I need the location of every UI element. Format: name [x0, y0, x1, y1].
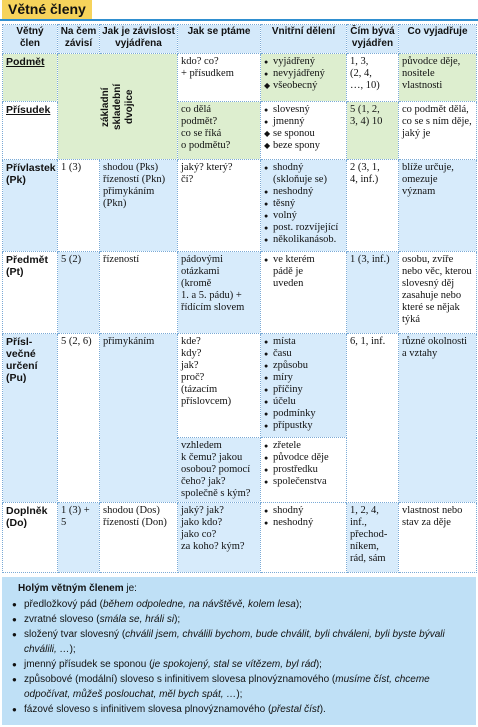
list-item: ● místa: [264, 336, 343, 348]
table-row: [3, 503, 477, 573]
sentence-members-table: [2, 24, 477, 573]
list-item: ● zřetele: [264, 440, 343, 452]
division-cell: [261, 102, 347, 160]
list-item: ● podmínky: [264, 408, 343, 420]
vertical-label: základní skladební dvojice: [99, 83, 135, 130]
expressed-cell: 2 (3, 1, 4, inf.): [347, 160, 399, 252]
list-item: ● způsobové (modální) sloveso s infinitivem slovesa plnovýznamového (musíme číst, chceme odpočívat, můžeš poslouchat, měl bych spát, …);: [12, 672, 472, 702]
list-item: ◆ beze spony: [264, 140, 343, 152]
list-item: ● příčiny: [264, 384, 343, 396]
note-box: [2, 577, 476, 725]
how-cell: přimykáním: [100, 334, 178, 503]
ask-cell: kde? kdy? jak? proč? (tázacím příslovcem): [178, 334, 261, 438]
row-name: Přísl- večné určení (Pu): [3, 334, 58, 503]
header-cell: Jak je závislost vyjádřena: [100, 25, 178, 54]
row-name: Doplněk (Do): [3, 503, 58, 573]
basic-pair-cell: [58, 54, 178, 160]
table-header-row: [3, 25, 477, 54]
expressed-cell: 1 (3, inf.): [347, 252, 399, 334]
list-item: ● společenstva: [264, 476, 343, 488]
ask-cell: pádovými otázkami (kromě 1. a 5. pádu) + řídícím slovem: [178, 252, 261, 334]
list-item: ● neshodný: [264, 186, 343, 198]
list-item: ● jmenný: [264, 116, 343, 128]
division-cell: [261, 54, 347, 102]
list-item: ● shodný: [264, 505, 343, 517]
division-cell: [261, 252, 347, 334]
division-cell: [261, 503, 347, 573]
ask-cell: co dělá podmět? co se říká o podmětu?: [178, 102, 261, 160]
meaning-cell: osobu, zvíře nebo věc, kterou slovesný děj zasahuje nebo které se nějak týká: [399, 252, 477, 334]
ask-cell: kdo? co? + přísudkem: [178, 54, 261, 102]
list-item: ● způsobu: [264, 360, 343, 372]
title-underline: [0, 19, 478, 21]
ask-cell: jaký? který? čí?: [178, 160, 261, 252]
list-item: ● fázové sloveso s infinitivem slovesa plnovýznamového (přestal číst).: [12, 702, 472, 717]
list-item: ● vyjádřený: [264, 56, 343, 68]
list-item: ● předložkový pád (během odpoledne, na návštěvě, kolem lesa);: [12, 597, 472, 612]
expressed-cell: 1, 3, (2, 4, …, 10): [347, 54, 399, 102]
division-cell: [261, 160, 347, 252]
header-cell: Větný člen: [3, 25, 58, 54]
list-item: ● volný: [264, 210, 343, 222]
list-item: ● nevyjádřený: [264, 68, 343, 80]
expressed-cell: 6, 1, inf.: [347, 334, 399, 503]
note-heading: Holým větným členem je:: [18, 583, 137, 594]
row-name: Podmět: [3, 54, 58, 102]
depends-cell: 5 (2): [58, 252, 100, 334]
header-cell: Na čem závisí: [58, 25, 100, 54]
row-name: Přívlastek (Pk): [3, 160, 58, 252]
expressed-cell: 5 (1, 2, 3, 4) 10: [347, 102, 399, 160]
meaning-cell: vlastnost nebo stav za děje: [399, 503, 477, 573]
table-row: [3, 252, 477, 334]
list-item: ● neshodný: [264, 517, 343, 529]
list-item: ● shodný (skloňuje se): [264, 162, 343, 186]
ask-cell: vzhledem k čemu? jakou osobou? pomocí čeho? jak? společně s kým?: [178, 438, 261, 503]
page-title: Větné členy: [2, 0, 92, 19]
title-bar: [0, 0, 478, 21]
ask-cell: jaký? jak? jako kdo? jako co? za koho? kým?: [178, 503, 261, 573]
list-item: ● post. rozvíjející: [264, 222, 343, 234]
header-cell: Jak se ptáme: [178, 25, 261, 54]
list-item: ● ve kterém pádě je uveden: [264, 254, 343, 290]
list-item: ● těsný: [264, 198, 343, 210]
header-cell: Čím bývá vyjádřen: [347, 25, 399, 54]
meaning-cell: co podmět dělá, co se s ním děje, jaký je: [399, 102, 477, 160]
meaning-cell: původce děje, nositele vlastnosti: [399, 54, 477, 102]
expressed-cell: 1, 2, 4, inf., přechod- níkem, rád, sám: [347, 503, 399, 573]
list-item: ● zvratné sloveso (smála se, hráli si);: [12, 612, 472, 627]
list-item: ● přípustky: [264, 420, 343, 432]
row-name: Přísudek: [3, 102, 58, 160]
division-cell: [261, 438, 347, 503]
list-item: ● prostředku: [264, 464, 343, 476]
how-cell: shodou (Pks) řízeností (Pkn) přimykáním (Pkn): [100, 160, 178, 252]
meaning-cell: různé okolnosti a vztahy: [399, 334, 477, 503]
depends-cell: 1 (3): [58, 160, 100, 252]
list-item: ● slovesný: [264, 104, 343, 116]
row-name: Předmět (Pt): [3, 252, 58, 334]
division-cell: [261, 334, 347, 438]
list-item: ● původce děje: [264, 452, 343, 464]
note-list: [12, 597, 472, 717]
list-item: ● jmenný přísudek se sponou (je spokojený, stal se vítězem, byl rád);: [12, 657, 472, 672]
header-cell: Co vyjadřuje: [399, 25, 477, 54]
table-row: [3, 160, 477, 252]
list-item: ● účelu: [264, 396, 343, 408]
list-item: ● času: [264, 348, 343, 360]
list-item: ● složený tvar slovesný (chválil jsem, chválili bychom, bude chválit, byli chváleni, byli byste bývali chválili, …);: [12, 627, 472, 657]
list-item: ◆ se sponou: [264, 128, 343, 140]
depends-cell: 5 (2, 6): [58, 334, 100, 503]
header-cell: Vnitřní dělení: [261, 25, 347, 54]
depends-cell: 1 (3) + 5: [58, 503, 100, 573]
table-row: [3, 54, 477, 102]
meaning-cell: blíže určuje, omezuje význam: [399, 160, 477, 252]
how-cell: řízeností: [100, 252, 178, 334]
list-item: ● několikanásob.: [264, 234, 343, 246]
how-cell: shodou (Dos) řízeností (Don): [100, 503, 178, 573]
list-item: ◆ všeobecný: [264, 80, 343, 92]
table-row: [3, 334, 477, 438]
list-item: ● míry: [264, 372, 343, 384]
